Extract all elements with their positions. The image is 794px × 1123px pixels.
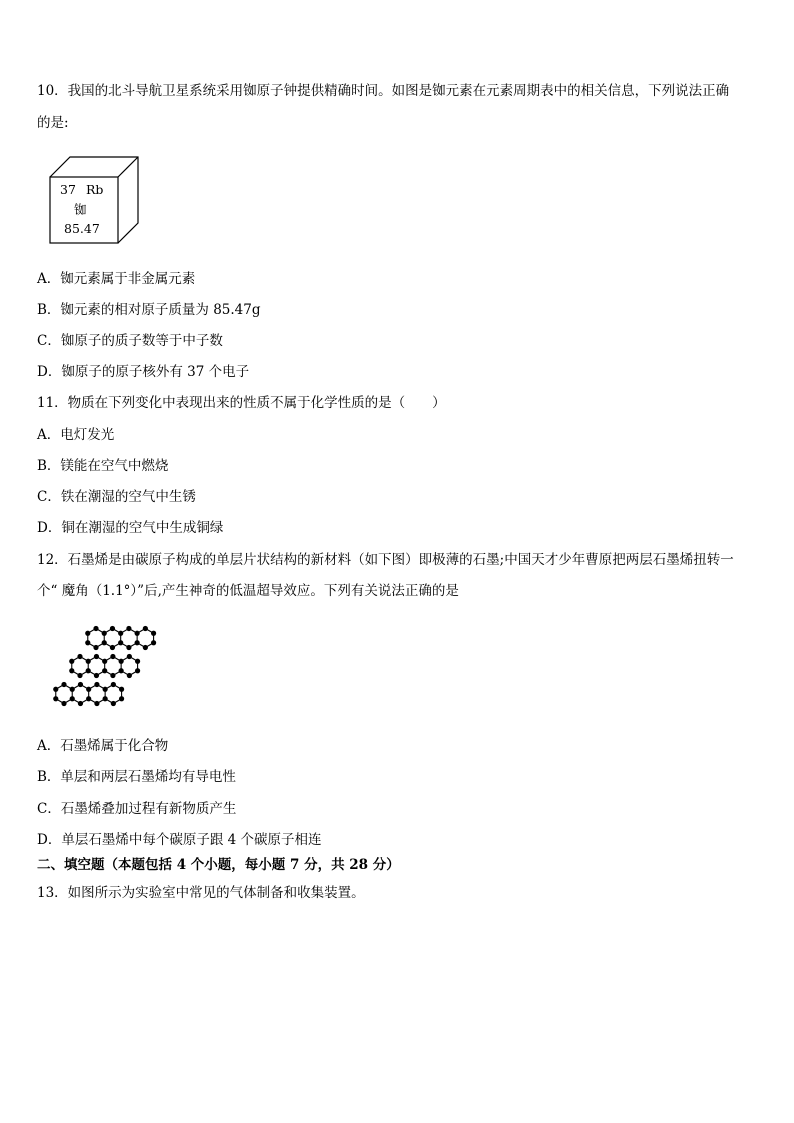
carbon-atom xyxy=(118,631,123,636)
carbon-atom xyxy=(110,626,115,631)
carbon-atom xyxy=(94,682,99,687)
carbon-atom xyxy=(61,682,66,687)
carbon-atom xyxy=(110,654,115,659)
element-number: 37 xyxy=(60,182,76,197)
carbon-atom xyxy=(143,645,148,650)
q12-option-c: C．石墨烯叠加过程有新物质产生 xyxy=(37,801,237,817)
carbon-atom xyxy=(78,701,83,706)
q10-option-d: D．铷原子的原子核外有 37 个电子 xyxy=(37,364,250,380)
carbon-atom xyxy=(135,640,140,645)
carbon-atom xyxy=(93,645,98,650)
carbon-atom xyxy=(119,659,124,664)
rubidium-element-cell xyxy=(44,155,140,247)
carbon-atom xyxy=(110,673,115,678)
carbon-atom xyxy=(85,640,90,645)
q10-stem-line1: 10．我国的北斗导航卫星系统采用铷原子钟提供精确时间。如图是铷元素在元素周期表中的相关信息，下列说法正确 xyxy=(37,83,730,99)
carbon-atom xyxy=(86,659,91,664)
element-symbol: Rb xyxy=(86,182,104,197)
q12-stem-line2: 个“ 魔角（1.1°）”后,产生神奇的低温超导效应。下列有关说法正确的是 xyxy=(37,583,459,599)
carbon-atom xyxy=(119,668,124,673)
carbon-atom xyxy=(151,631,156,636)
carbon-atom xyxy=(119,696,124,701)
carbon-atom xyxy=(85,631,90,636)
carbon-atom xyxy=(103,696,108,701)
carbon-atom xyxy=(126,626,131,631)
carbon-atom xyxy=(127,654,132,659)
carbon-atom xyxy=(86,668,91,673)
q11-option-b: B．镁能在空气中燃烧 xyxy=(37,458,169,474)
carbon-atom xyxy=(94,701,99,706)
carbon-atom xyxy=(119,687,124,692)
element-name: 铷 xyxy=(74,202,87,217)
q10-stem-line2: 的是: xyxy=(37,115,69,131)
carbon-atom xyxy=(102,640,107,645)
carbon-atom xyxy=(69,659,74,664)
q11-stem: 11．物质在下列变化中表现出来的性质不属于化学性质的是（ ） xyxy=(37,395,446,411)
q12-option-b: B．单层和两层石墨烯均有导电性 xyxy=(37,769,236,785)
q10-option-b: B．铷元素的相对原子质量为 85.47g xyxy=(37,302,261,318)
carbon-atom xyxy=(126,645,131,650)
carbon-atom xyxy=(110,645,115,650)
carbon-atom xyxy=(111,682,116,687)
q10-option-a: A．铷元素属于非金属元素 xyxy=(37,271,196,287)
q12-option-d: D．单层石墨烯中每个碳原子跟 4 个碳原子相连 xyxy=(37,832,322,848)
carbon-atom xyxy=(53,696,58,701)
carbon-atom xyxy=(70,687,75,692)
carbon-atom xyxy=(111,701,116,706)
carbon-atom xyxy=(94,673,99,678)
carbon-atom xyxy=(86,687,91,692)
carbon-atom xyxy=(78,682,83,687)
carbon-atom xyxy=(93,626,98,631)
carbon-atom xyxy=(61,701,66,706)
carbon-atom xyxy=(135,668,140,673)
graphene-lattice-diagram xyxy=(36,620,176,716)
carbon-atom xyxy=(127,673,132,678)
q11-option-c: C．铁在潮湿的空气中生锈 xyxy=(37,489,196,505)
carbon-atom xyxy=(135,631,140,636)
carbon-atom xyxy=(103,687,108,692)
carbon-atom xyxy=(77,673,82,678)
section2-heading: 二、填空题（本题包括 4 个小题，每小题 7 分，共 28 分） xyxy=(37,857,400,873)
carbon-atom xyxy=(143,626,148,631)
carbon-atom xyxy=(86,696,91,701)
q11-option-a: A．电灯发光 xyxy=(37,427,115,443)
carbon-atom xyxy=(70,696,75,701)
carbon-atom xyxy=(53,687,58,692)
q13-stem: 13．如图所示为实验室中常见的气体制备和收集装置。 xyxy=(37,885,365,901)
carbon-atom xyxy=(77,654,82,659)
carbon-atom xyxy=(102,659,107,664)
carbon-atom xyxy=(118,640,123,645)
carbon-atom xyxy=(102,631,107,636)
carbon-atom xyxy=(151,640,156,645)
carbon-atom xyxy=(102,668,107,673)
q12-stem-line1: 12．石墨烯是由碳原子构成的单层片状结构的新材料（如下图）即极薄的石墨;中国天才少年曹原把两层石墨烯扭转一 xyxy=(37,552,734,568)
carbon-atom xyxy=(135,659,140,664)
element-mass: 85.47 xyxy=(64,221,100,236)
q10-option-c: C．铷原子的质子数等于中子数 xyxy=(37,333,223,349)
q12-option-a: A．石墨烯属于化合物 xyxy=(37,738,169,754)
carbon-atom xyxy=(94,654,99,659)
carbon-atom xyxy=(69,668,74,673)
q11-option-d: D．铜在潮湿的空气中生成铜绿 xyxy=(37,520,224,536)
